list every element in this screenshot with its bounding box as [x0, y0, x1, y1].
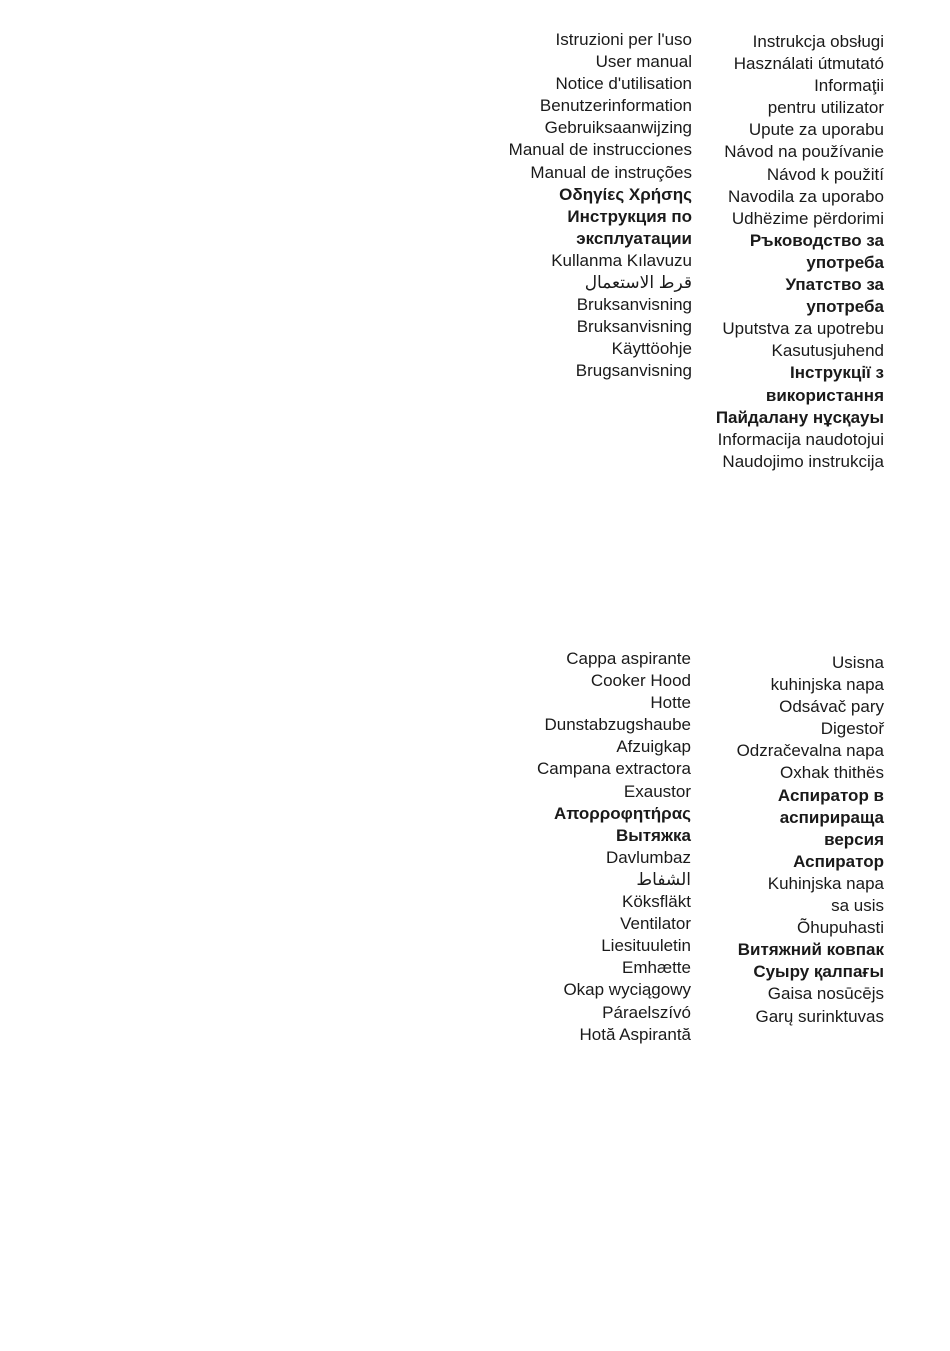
- manual-title-line: pentru utilizator: [767, 98, 884, 118]
- manual-title-line: Brugsanvisning: [575, 361, 692, 381]
- manual-title-line: Naudojimo instrukcija: [722, 451, 884, 471]
- manual-title-line: Упатство за: [785, 275, 884, 295]
- manual-title-line: Notice d'utilisation: [555, 74, 692, 94]
- product-name-line: kuhinjska napa: [770, 675, 884, 695]
- manual-title-line: Návod na používanie: [724, 142, 884, 162]
- product-name-line: Аспиратор: [793, 851, 884, 871]
- manual-title-line: употреба: [806, 252, 884, 272]
- manual-title-line: Инструкция по: [567, 206, 692, 226]
- manual-title-line: Uputstva za upotrebu: [722, 319, 884, 339]
- manual-title-line: Οδηγίες Χρήσης: [559, 184, 692, 204]
- manual-title-line: قرط الاستعمال: [584, 273, 692, 293]
- manual-title-line: Használati útmutató: [733, 54, 884, 74]
- manual-title-line: User manual: [595, 52, 692, 72]
- product-name-line: Аспиратор в: [777, 785, 884, 805]
- manual-title-line: Gebruiksaanwijzing: [544, 118, 692, 138]
- manual-titles-right-column: [716, 31, 884, 473]
- product-name-line: sa usis: [831, 896, 884, 916]
- product-name-line: Liesituuletin: [601, 936, 691, 956]
- manual-title-line: Istruzioni per l'uso: [555, 30, 692, 49]
- product-name-line: Odsávač pary: [779, 697, 884, 717]
- product-name-line: Köksfläkt: [622, 892, 691, 912]
- manual-title-line: Návod k použití: [766, 164, 884, 184]
- product-name-line: Oxhak thithës: [780, 763, 884, 783]
- product-name-line: الشفاط: [636, 869, 691, 889]
- manual-title-line: Kullanma Kılavuzu: [551, 250, 692, 270]
- product-name-line: Davlumbaz: [605, 847, 691, 867]
- product-name-line: Exaustor: [623, 781, 691, 801]
- manual-title-line: використання: [765, 385, 884, 405]
- manual-title-line: Informaţii: [814, 76, 884, 96]
- product-name-line: Garų surinktuvas: [755, 1006, 884, 1026]
- manual-title-line: Manual de instrucciones: [508, 140, 692, 160]
- product-name-line: Hotte: [650, 693, 691, 713]
- product-name-line: Campana extractora: [536, 759, 691, 779]
- product-name-line: Usisna: [832, 653, 884, 672]
- manual-title-line: Instrukcja obsługi: [752, 32, 884, 51]
- manual-title-line: Benutzerinformation: [539, 96, 692, 116]
- product-name-line: Páraelszívó: [602, 1002, 691, 1022]
- manual-title-line: Käyttöohje: [611, 339, 692, 359]
- product-name-line: Απορροφητήρας: [554, 803, 691, 823]
- product-name-line: Витяжний ковпак: [737, 940, 884, 960]
- manual-title-line: Navodila za uporabo: [728, 186, 884, 206]
- manual-title-line: Bruksanvisning: [576, 317, 692, 337]
- manual-title-line: эксплуатации: [576, 228, 692, 248]
- product-name-line: Gaisa nosūcējs: [767, 984, 884, 1004]
- manual-title-line: Пайдалану нұсқауы: [715, 407, 884, 427]
- product-name-line: Afzuigkap: [616, 737, 691, 757]
- manual-title-line: Bruksanvisning: [576, 295, 692, 315]
- manual-title-line: употреба: [806, 297, 884, 317]
- product-name-line: Вытяжка: [615, 825, 691, 845]
- manual-titles-left-column: [509, 29, 692, 383]
- product-names-right-column: [737, 652, 884, 1028]
- product-name-line: версия: [824, 829, 884, 849]
- product-names-left-column: [537, 648, 691, 1046]
- product-name-line: Digestoř: [820, 719, 884, 739]
- product-name-line: аспирираща: [779, 807, 884, 827]
- product-name-line: Cappa aspirante: [566, 649, 691, 668]
- product-name-line: Hotă Aspirantă: [579, 1024, 691, 1044]
- product-name-line: Emhætte: [622, 958, 691, 978]
- manual-title-line: Udhëzime përdorimi: [731, 208, 884, 228]
- product-name-line: Dunstabzugshaube: [544, 715, 691, 735]
- product-name-line: Суыру қалпағы: [753, 962, 884, 982]
- product-name-line: Okap wyciągowy: [563, 980, 691, 1000]
- manual-title-line: Ръководство за: [749, 230, 884, 250]
- product-name-line: Ventilator: [620, 914, 691, 934]
- product-name-line: Kuhinjska napa: [767, 873, 884, 893]
- product-name-line: Õhupuhasti: [797, 918, 884, 938]
- manual-title-line: Upute za uporabu: [748, 120, 884, 140]
- manual-title-line: Kasutusjuhend: [771, 341, 884, 361]
- manual-title-line: Informacija naudotojui: [717, 429, 884, 449]
- product-name-line: Odzračevalna napa: [736, 741, 884, 761]
- manual-title-line: Manual de instruções: [530, 162, 692, 182]
- manual-title-line: Інструкції з: [789, 363, 884, 383]
- product-name-line: Cooker Hood: [590, 671, 691, 691]
